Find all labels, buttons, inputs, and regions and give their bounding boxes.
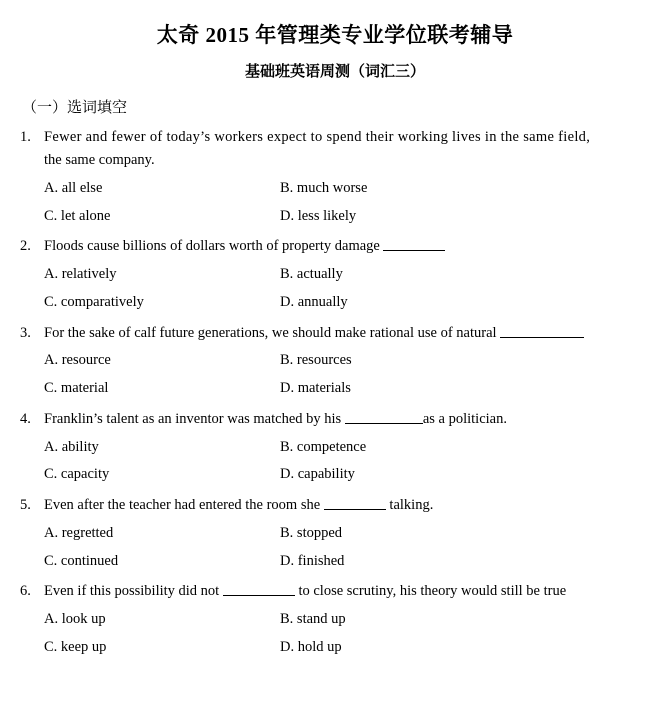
option-a[interactable]: A. look up <box>44 611 106 628</box>
question-text-tail: the same company. <box>44 152 155 169</box>
option-list <box>44 178 652 228</box>
option-list <box>44 264 652 314</box>
option-c[interactable]: C. material <box>44 380 109 397</box>
option-b[interactable]: B. resources <box>280 352 352 369</box>
option-row <box>44 178 652 200</box>
answer-blank <box>345 409 423 424</box>
question-text <box>44 409 652 431</box>
option-b[interactable]: B. stand up <box>280 611 346 628</box>
question-text-head: Even after the teacher had entered the room she <box>44 497 321 514</box>
question-number: 2. <box>20 238 31 255</box>
option-list <box>44 609 652 659</box>
question-text-tail: as a politician. <box>422 410 507 427</box>
option-row <box>44 464 652 486</box>
answer-blank <box>500 323 584 338</box>
option-d[interactable]: D. annually <box>280 293 348 310</box>
question-item <box>18 495 652 572</box>
question-text-head: For the sake of calf future generations, we should make rational use of natural <box>44 324 497 341</box>
option-a[interactable]: A. regretted <box>44 524 114 541</box>
option-row <box>44 350 652 372</box>
option-c[interactable]: C. keep up <box>44 638 107 655</box>
option-b[interactable]: B. much worse <box>280 179 368 196</box>
question-number: 5. <box>20 497 31 514</box>
question-text <box>44 495 652 517</box>
question-text-head: Franklin’s talent as an inventor was matched by his <box>44 410 342 427</box>
option-row <box>44 637 652 659</box>
question-text-tail: talking. <box>389 497 434 514</box>
option-b[interactable]: B. competence <box>280 438 367 455</box>
answer-blank <box>324 495 386 510</box>
question-number: 3. <box>20 324 31 341</box>
option-c[interactable]: C. let alone <box>44 207 111 224</box>
option-row <box>44 378 652 400</box>
option-a[interactable]: A. ability <box>44 438 99 455</box>
option-list <box>44 437 652 487</box>
option-row <box>44 292 652 314</box>
option-d[interactable]: D. materials <box>280 380 351 397</box>
option-d[interactable]: D. capability <box>280 466 355 483</box>
option-list <box>44 350 652 400</box>
question-stem <box>18 495 652 517</box>
question-text-tail: to close scrutiny, his theory would still be true <box>298 583 567 600</box>
question-stem-continued <box>44 150 652 172</box>
question-item <box>18 409 652 486</box>
question-text <box>44 323 652 345</box>
option-b[interactable]: B. actually <box>280 266 343 283</box>
page-subtitle: 基础班英语周测（词汇三） <box>244 64 425 81</box>
option-a[interactable]: A. all else <box>44 179 103 196</box>
question-stem <box>18 581 652 603</box>
option-row <box>44 437 652 459</box>
answer-blank <box>383 237 445 252</box>
question-item <box>18 323 652 400</box>
question-text-head: Even if this possibility did not <box>44 583 220 600</box>
option-row <box>44 551 652 573</box>
option-b[interactable]: B. stopped <box>280 524 343 541</box>
option-a[interactable]: A. relatively <box>44 266 117 283</box>
option-row <box>44 206 652 228</box>
question-stem <box>18 236 652 258</box>
section-heading: （一）选词填空 <box>22 99 128 116</box>
option-d[interactable]: D. hold up <box>280 638 342 655</box>
question-item <box>18 236 652 313</box>
question-item <box>18 127 652 227</box>
option-d[interactable]: D. finished <box>280 552 345 569</box>
option-a[interactable]: A. resource <box>44 352 111 369</box>
question-item <box>18 581 652 658</box>
option-list <box>44 523 652 573</box>
question-number: 1. <box>20 129 31 146</box>
question-stem <box>18 409 652 431</box>
option-d[interactable]: D. less likely <box>280 207 357 224</box>
answer-blank <box>223 582 295 597</box>
option-row <box>44 609 652 631</box>
question-stem <box>18 323 652 345</box>
question-text <box>44 581 652 603</box>
option-c[interactable]: C. comparatively <box>44 293 144 310</box>
question-stem <box>18 127 652 149</box>
question-number: 6. <box>20 583 31 600</box>
question-text-head: Floods cause billions of dollars worth of property damage <box>44 238 380 255</box>
question-number: 4. <box>20 410 31 427</box>
page-title: 太奇 2015 年管理类专业学位联考辅导 <box>156 23 514 47</box>
option-c[interactable]: C. continued <box>44 552 119 569</box>
option-c[interactable]: C. capacity <box>44 466 110 483</box>
question-text <box>44 236 652 258</box>
option-row <box>44 264 652 286</box>
question-text: Fewer and fewer of today’s workers expect to spend their working lives in the same field, <box>44 129 591 146</box>
option-row <box>44 523 652 545</box>
